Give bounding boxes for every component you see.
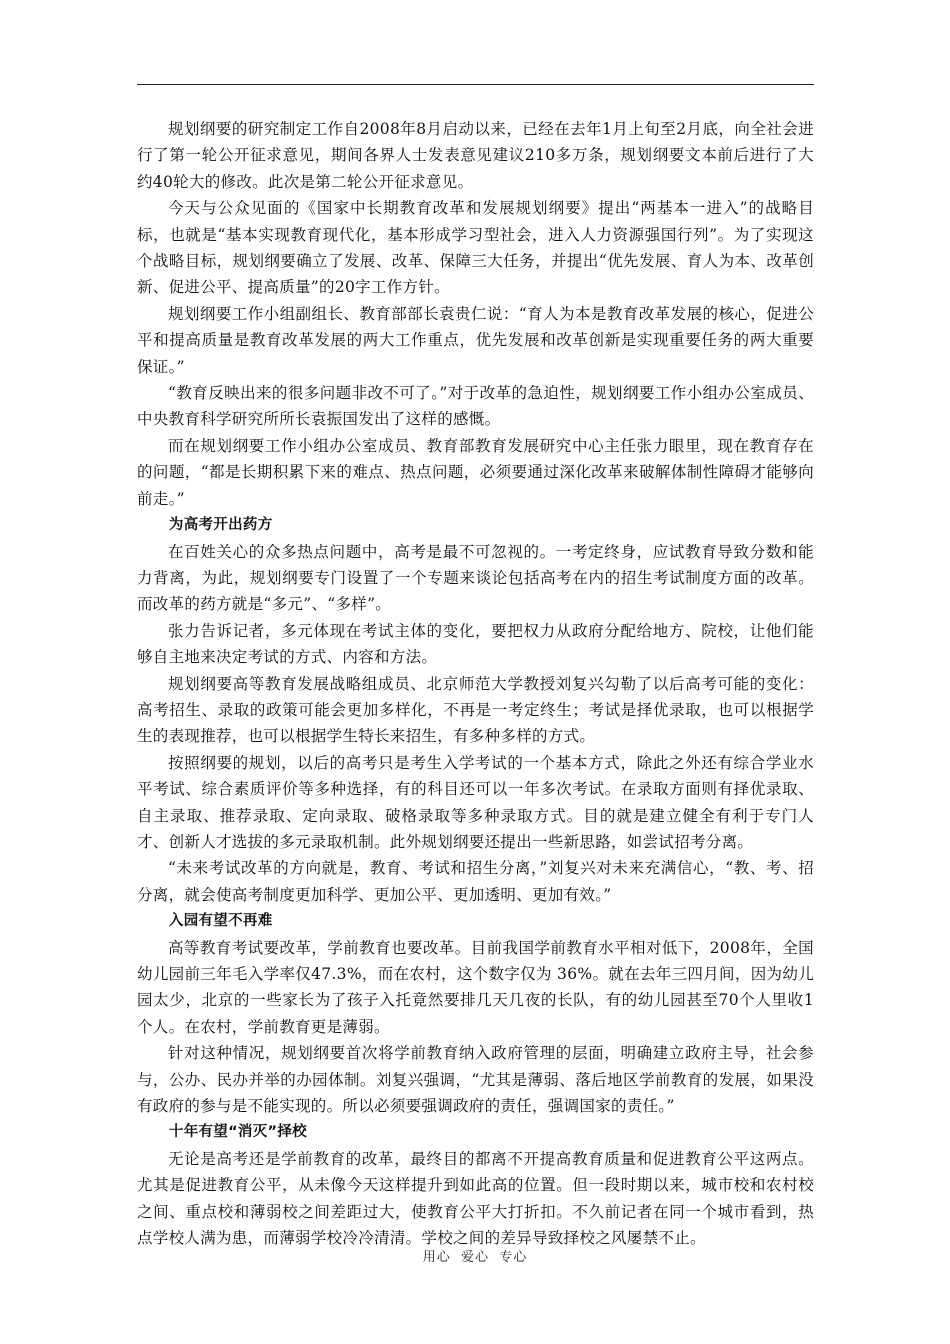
- paragraph: 规划纲要的研究制定工作自2008年8月启动以来，已经在去年1月上旬至2月底，向全社会进行了第一轮公开征求意见，期间各界人士发表意见建议210多万条，规划纲要文本前后进行了大约40轮大的修改。此次是第二轮公开征求意见。: [137, 120, 814, 191]
- page-footer: 用心 爱心 专心: [422, 1250, 528, 1265]
- section-heading: 十年有望“消灭”择校: [168, 1124, 307, 1141]
- paragraph: 规划纲要工作小组副组长、教育部部长袁贵仁说：“育人为本是教育改革发展的核心，促进公平和提高质量是教育改革发展的两大工作重点，优先发展和改革创新是实现重要任务的两大重要保证。”: [137, 304, 814, 376]
- article-body: [137, 116, 814, 1251]
- paragraph: 张力告诉记者，多元体现在考试主体的变化，要把权力从政府分配给地方、院校，让他们能够自主地来决定考试的方式、内容和方法。: [137, 621, 814, 667]
- paragraph: 按照纲要的规划，以后的高考只是考生入学考试的一个基本方式，除此之外还有综合学业水平考试、综合素质评价等多种选择，有的科目还可以一年多次考试。在录取方面则有择优录取、自主录取、推荐录取、定向录取、破格录取等多种录取方式。目的就是建立健全有利于专门人才、创新人才选拔的多元录取机制。此外规划纲要还提出一些新思路，如尝试招考分离。: [137, 753, 814, 851]
- section-heading: 为高考开出药方: [168, 517, 273, 534]
- paragraph: “未来考试改革的方向就是，教育、考试和招生分离，”刘复兴对未来充满信心，“教、考、招分离，就会使高考制度更加科学、更加公平、更加透明、更加有效。”: [137, 859, 814, 904]
- paragraph: 针对这种情况，规划纲要首次将学前教育纳入政府管理的层面，明确建立政府主导，社会参与，公办、民办并举的办园体制。刘复兴强调，“尤其是薄弱、落后地区学前教育的发展，如果没有政府的参与是不能实现的。所以必须要强调政府的责任，强调国家的责任。”: [137, 1044, 814, 1116]
- header-rule: [137, 84, 814, 85]
- section-heading: 入园有望不再难: [168, 913, 273, 930]
- paragraph: 高等教育考试要改革，学前教育也要改革。目前我国学前教育水平相对低下，2008年，全国幼儿园前三年毛入学率仅47.3%，而在农村，这个数字仅为 36%。就在去年三四月间，因为幼儿园太少，北京的一些家长为了孩子入托竟然要排几天几夜的长队，有的幼儿园甚至70个人里收1个人。在农村，学前教育更是薄弱。: [137, 938, 814, 1036]
- paragraph: 无论是高考还是学前教育的改革，最终目的都离不开提高教育质量和促进教育公平这两点。尤其是促进教育公平，从未像今天这样提升到如此高的位置。但一段时期以来，城市校和农村校之间、重点校和薄弱校之间差距过大，使教育公平大打折扣。不久前记者在同一个城市看到，热点学校人满为患，而薄弱学校冷冷清清。学校之间的差异导致择校之风屡禁不止。: [137, 1149, 814, 1248]
- paragraph: “教育反映出来的很多问题非改不可了。”对于改革的急迫性，规划纲要工作小组办公室成员、中央教育科学研究所所长袁振国发出了这样的感慨。: [137, 384, 814, 429]
- paragraph: 今天与公众见面的《国家中长期教育改革和发展规划纲要》提出“两基本一进入”的战略目标，也就是“基本实现教育现代化，基本形成学习型社会，进入人力资源强国行列”。为了实现这个战略目标，规划纲要确立了发展、改革、保障三大任务，并提出“优先发展、育人为本、改革创新、促进公平、提高质量”的20字工作方针。: [137, 199, 814, 297]
- paragraph: 在百姓关心的众多热点问题中，高考是最不可忽视的。一考定终身，应试教育导致分数和能力背离，为此，规划纲要专门设置了一个专题来谈论包括高考在内的招生考试制度方面的改革。而改革的药方就是“多元”、“多样”。: [137, 542, 814, 614]
- paragraph: 规划纲要高等教育发展战略组成员、北京师范大学教授刘复兴勾勒了以后高考可能的变化：高考招生、录取的政策可能会更加多样化，不再是一考定终生；考试是择优录取，也可以根据学生的表现推荐，也可以根据学生特长来招生，有多种多样的方式。: [137, 674, 814, 746]
- paragraph: 而在规划纲要工作小组办公室成员、教育部教育发展研究中心主任张力眼里，现在教育存在的问题，“都是长期积累下来的难点、热点问题，必须要通过深化改革来破解体制性障碍才能够向前走。”: [137, 436, 814, 508]
